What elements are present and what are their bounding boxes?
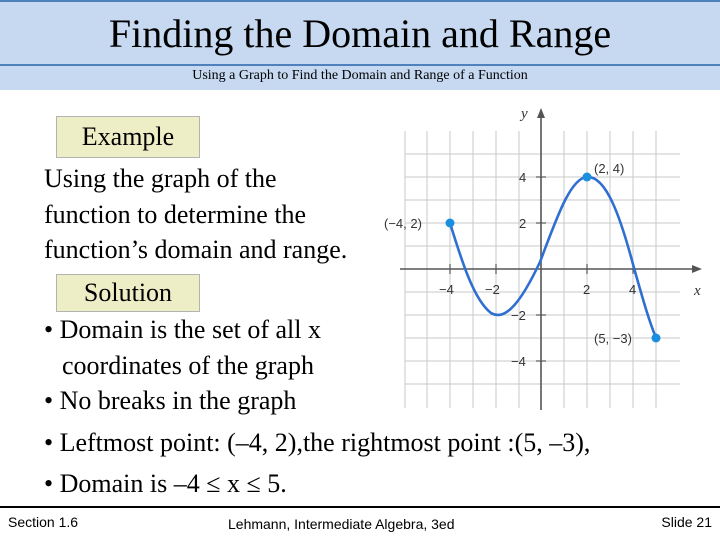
leftmost-point [446, 219, 455, 228]
solution-line: coordinates of the graph [62, 351, 314, 380]
rightmost-point [652, 334, 661, 343]
point-label: (5, −3) [594, 331, 632, 346]
x-axis-arrow-icon [692, 265, 702, 273]
footer-book: Lehmann, Intermediate Algebra, 3ed [228, 516, 455, 532]
footer-divider [0, 506, 720, 508]
x-tick-label: −2 [485, 282, 500, 297]
x-tick-label: −4 [439, 282, 454, 297]
y-axis-label: y [521, 106, 528, 122]
example-label: Example [56, 116, 200, 158]
y-tick-label: −2 [511, 308, 526, 323]
x-tick-label: 4 [629, 282, 637, 297]
example-line: Using the graph of the [44, 164, 277, 193]
function-curve [450, 177, 656, 338]
footer-slide-number: Slide 21 [661, 514, 712, 530]
solution-line: • No breaks in the graph [44, 386, 297, 415]
solution-label: Solution [56, 274, 200, 312]
slide-subtitle: Using a Graph to Find the Domain and Range of a Function [192, 68, 528, 83]
y-tick-label: 2 [519, 216, 527, 231]
y-axis-arrow-icon [537, 108, 545, 118]
footer-section: Section 1.6 [8, 514, 79, 530]
solution-line: • Domain is the set of all x [44, 315, 321, 344]
point-label: (2, 4) [594, 161, 625, 176]
x-axis-label: x [694, 283, 701, 299]
slide-title: Finding the Domain and Range [108, 11, 612, 56]
maximum-point [583, 173, 592, 182]
solution-line: • Leftmost point: (–4, 2),the rightmost point :(5, –3), [44, 428, 591, 457]
y-tick-label: 4 [519, 170, 527, 185]
graph-axes [400, 112, 698, 410]
solution-line: • Domain is –4 ≤ x ≤ 5. [44, 469, 287, 498]
example-line: function’s domain and range. [44, 235, 348, 264]
x-tick-label: 2 [583, 282, 591, 297]
y-tick-label: −4 [511, 354, 526, 369]
point-label: (−4, 2) [384, 216, 422, 231]
example-line: function to determine the [44, 200, 307, 229]
